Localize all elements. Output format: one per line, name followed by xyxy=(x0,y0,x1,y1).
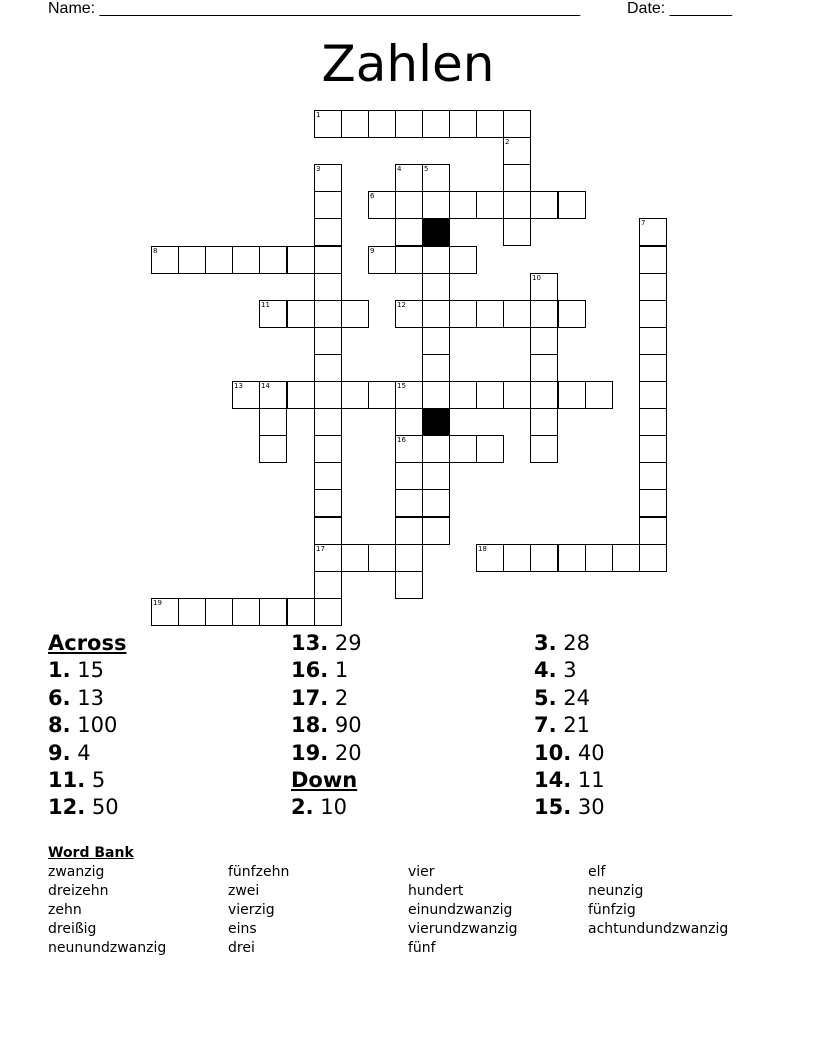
crossword-cell[interactable] xyxy=(395,462,423,490)
crossword-cell[interactable] xyxy=(422,273,450,301)
clue-column-3 xyxy=(534,630,605,822)
crossword-cell[interactable] xyxy=(395,110,423,138)
crossword-cell[interactable] xyxy=(178,246,206,274)
crossword-cell[interactable] xyxy=(314,489,342,517)
crossword-cell[interactable] xyxy=(314,327,342,355)
crossword-cell[interactable] xyxy=(395,246,423,274)
crossword-cell[interactable] xyxy=(530,408,558,436)
crossword-cell[interactable] xyxy=(395,300,423,328)
clue-across-9: 9. 4 xyxy=(48,740,91,765)
word-bank-item: neunzig xyxy=(588,883,644,899)
crossword-cell[interactable] xyxy=(395,544,423,572)
clue-column-1 xyxy=(48,630,126,822)
crossword-cell[interactable] xyxy=(205,246,233,274)
word-bank-item: elf xyxy=(588,864,606,880)
word-bank-item: einundzwanzig xyxy=(408,902,513,918)
crossword-cell[interactable] xyxy=(530,191,558,219)
crossword-cell[interactable] xyxy=(368,544,396,572)
crossword-cell[interactable] xyxy=(585,544,613,572)
crossword-cell[interactable] xyxy=(449,300,477,328)
word-bank-item: zwei xyxy=(228,883,260,899)
word-bank-item: eins xyxy=(228,921,257,937)
crossword-cell[interactable] xyxy=(422,110,450,138)
crossword-cell[interactable] xyxy=(639,408,667,436)
crossword-cell[interactable] xyxy=(639,544,667,572)
crossword-cell[interactable] xyxy=(476,544,504,572)
cell-number: 4 xyxy=(397,165,402,173)
crossword-cell[interactable] xyxy=(476,435,504,463)
clue-down-14: 14. 11 xyxy=(534,768,605,793)
crossword-cell[interactable] xyxy=(232,246,260,274)
crossword-cell[interactable] xyxy=(422,462,450,490)
crossword-cell[interactable] xyxy=(341,381,369,409)
crossword-cell[interactable] xyxy=(368,110,396,138)
cell-number: 9 xyxy=(370,247,375,255)
crossword-cell[interactable] xyxy=(395,218,423,246)
word-bank-column-4 xyxy=(588,863,728,939)
crossword-cell[interactable] xyxy=(314,164,342,192)
crossword-cell[interactable] xyxy=(639,246,667,274)
clue-across-19: 19. 20 xyxy=(291,740,362,765)
name-field-label: Name: ______________________________________________________ xyxy=(48,0,581,17)
cell-number: 11 xyxy=(261,301,270,309)
crossword-cell[interactable] xyxy=(422,246,450,274)
cell-number: 17 xyxy=(316,545,325,553)
word-bank-item: fünf xyxy=(408,940,436,956)
crossword-cell[interactable] xyxy=(178,598,206,626)
crossword-cell[interactable] xyxy=(530,544,558,572)
crossword-cell[interactable] xyxy=(558,544,586,572)
crossword-cell[interactable] xyxy=(314,544,342,572)
crossword-cell[interactable] xyxy=(314,300,342,328)
crossword-cell[interactable] xyxy=(612,544,640,572)
crossword-cell[interactable] xyxy=(151,598,179,626)
crossword-cell[interactable] xyxy=(368,246,396,274)
word-bank-item: vierundzwanzig xyxy=(408,921,518,937)
cell-number: 6 xyxy=(370,192,375,200)
crossword-cell[interactable] xyxy=(558,191,586,219)
cell-number: 2 xyxy=(505,138,510,146)
crossword-cell[interactable] xyxy=(530,273,558,301)
cell-number: 10 xyxy=(532,274,541,282)
crossword-cell[interactable] xyxy=(449,435,477,463)
crossword-cell[interactable] xyxy=(449,246,477,274)
crossword-cell[interactable] xyxy=(449,110,477,138)
crossword-block-cell xyxy=(422,218,450,246)
crossword-cell[interactable] xyxy=(503,191,531,219)
crossword-cell[interactable] xyxy=(639,327,667,355)
crossword-cell[interactable] xyxy=(314,517,342,545)
crossword-cell[interactable] xyxy=(314,571,342,599)
clue-down-5: 5. 24 xyxy=(534,685,591,710)
crossword-cell[interactable] xyxy=(314,218,342,246)
crossword-cell[interactable] xyxy=(558,381,586,409)
crossword-cell[interactable] xyxy=(287,598,315,626)
crossword-cell[interactable] xyxy=(368,191,396,219)
cell-number: 5 xyxy=(424,165,429,173)
clue-down-15: 15. 30 xyxy=(534,795,605,820)
crossword-cell[interactable] xyxy=(259,246,287,274)
crossword-cell[interactable] xyxy=(503,137,531,165)
crossword-cell[interactable] xyxy=(341,544,369,572)
crossword-cell[interactable] xyxy=(503,164,531,192)
crossword-cell[interactable] xyxy=(314,381,342,409)
crossword-cell[interactable] xyxy=(558,300,586,328)
cell-number: 8 xyxy=(153,247,158,255)
crossword-cell[interactable] xyxy=(314,273,342,301)
word-bank-item: zwanzig xyxy=(48,864,105,880)
crossword-cell[interactable] xyxy=(476,300,504,328)
clue-across-16: 16. 1 xyxy=(291,658,349,683)
crossword-cell[interactable] xyxy=(639,218,667,246)
cell-number: 13 xyxy=(234,382,243,390)
word-bank-item: fünfzehn xyxy=(228,864,290,880)
crossword-cell[interactable] xyxy=(639,462,667,490)
crossword-cell[interactable] xyxy=(232,381,260,409)
crossword-cell[interactable] xyxy=(287,246,315,274)
word-bank-column-1 xyxy=(48,863,166,958)
crossword-cell[interactable] xyxy=(503,110,531,138)
crossword-cell[interactable] xyxy=(530,435,558,463)
crossword-cell[interactable] xyxy=(314,246,342,274)
crossword-cell[interactable] xyxy=(395,381,423,409)
clue-across-12: 12. 50 xyxy=(48,795,119,820)
crossword-cell[interactable] xyxy=(422,300,450,328)
clue-across-1: 1. 15 xyxy=(48,658,105,683)
crossword-cell[interactable] xyxy=(395,571,423,599)
crossword-cell[interactable] xyxy=(395,408,423,436)
crossword-cell[interactable] xyxy=(503,544,531,572)
crossword-cell[interactable] xyxy=(639,300,667,328)
word-bank-item: fünfzig xyxy=(588,902,636,918)
crossword-cell[interactable] xyxy=(422,164,450,192)
crossword-cell[interactable] xyxy=(395,191,423,219)
down-heading: Down xyxy=(291,768,358,793)
crossword-cell[interactable] xyxy=(639,489,667,517)
crossword-cell[interactable] xyxy=(585,381,613,409)
cell-number: 12 xyxy=(397,301,406,309)
crossword-cell[interactable] xyxy=(314,110,342,138)
crossword-cell[interactable] xyxy=(287,300,315,328)
cell-number: 3 xyxy=(316,165,321,173)
cell-number: 1 xyxy=(316,111,321,119)
crossword-cell[interactable] xyxy=(341,110,369,138)
crossword-cell[interactable] xyxy=(639,273,667,301)
crossword-cell[interactable] xyxy=(422,354,450,382)
crossword-cell[interactable] xyxy=(395,489,423,517)
crossword-block-cell xyxy=(422,408,450,436)
date-field-label: Date: _______ xyxy=(627,0,732,17)
crossword-cell[interactable] xyxy=(259,381,287,409)
crossword-cell[interactable] xyxy=(232,598,260,626)
crossword-cell[interactable] xyxy=(639,381,667,409)
cell-number: 19 xyxy=(153,599,162,607)
word-bank-item: neunundzwanzig xyxy=(48,940,167,956)
word-bank-item: dreizehn xyxy=(48,883,109,899)
crossword-cell[interactable] xyxy=(368,381,396,409)
clue-down-2: 2. 10 xyxy=(291,795,348,820)
crossword-cell[interactable] xyxy=(259,300,287,328)
crossword-cell[interactable] xyxy=(530,300,558,328)
word-bank-item: dreißig xyxy=(48,921,97,937)
crossword-cell[interactable] xyxy=(476,110,504,138)
clue-column-2 xyxy=(291,630,362,822)
crossword-cell[interactable] xyxy=(259,408,287,436)
crossword-cell[interactable] xyxy=(314,462,342,490)
word-bank-item: drei xyxy=(228,940,255,956)
word-bank-item: hundert xyxy=(408,883,464,899)
clue-across-18: 18. 90 xyxy=(291,713,362,738)
crossword-cell[interactable] xyxy=(476,381,504,409)
clue-down-10: 10. 40 xyxy=(534,740,605,765)
word-bank-column-3 xyxy=(408,863,518,958)
crossword-cell[interactable] xyxy=(422,489,450,517)
across-heading: Across xyxy=(48,631,127,655)
crossword-cell[interactable] xyxy=(259,598,287,626)
cell-number: 15 xyxy=(397,382,406,390)
crossword-cell[interactable] xyxy=(503,381,531,409)
cell-number: 18 xyxy=(478,545,487,553)
cell-number: 14 xyxy=(261,382,270,390)
puzzle-title: Zahlen xyxy=(321,35,495,93)
crossword-cell[interactable] xyxy=(341,300,369,328)
clue-across-13: 13. 29 xyxy=(291,631,362,655)
crossword-cell[interactable] xyxy=(395,435,423,463)
crossword-cell[interactable] xyxy=(449,381,477,409)
cell-number: 16 xyxy=(397,436,406,444)
clue-down-4: 4. 3 xyxy=(534,658,577,683)
crossword-cell[interactable] xyxy=(422,327,450,355)
word-bank-item: vier xyxy=(408,864,435,880)
crossword-cell[interactable] xyxy=(449,191,477,219)
crossword-cell[interactable] xyxy=(503,300,531,328)
clue-across-8: 8. 100 xyxy=(48,713,118,738)
clue-across-11: 11. 5 xyxy=(48,768,106,793)
crossword-cell[interactable] xyxy=(287,381,315,409)
crossword-cell[interactable] xyxy=(205,598,233,626)
crossword-cell[interactable] xyxy=(422,435,450,463)
crossword-cell[interactable] xyxy=(476,191,504,219)
crossword-cell[interactable] xyxy=(639,435,667,463)
crossword-cell[interactable] xyxy=(530,354,558,382)
crossword-cell[interactable] xyxy=(422,517,450,545)
word-bank-item: vierzig xyxy=(228,902,275,918)
clue-down-7: 7. 21 xyxy=(534,713,591,738)
crossword-cell[interactable] xyxy=(639,354,667,382)
crossword-cell[interactable] xyxy=(422,191,450,219)
clue-down-3: 3. 28 xyxy=(534,631,591,655)
word-bank-column-2 xyxy=(228,863,289,958)
cell-number: 7 xyxy=(641,219,646,227)
crossword-cell[interactable] xyxy=(503,218,531,246)
clue-across-17: 17. 2 xyxy=(291,685,349,710)
crossword-cell[interactable] xyxy=(530,381,558,409)
crossword-cell[interactable] xyxy=(639,517,667,545)
clue-across-6: 6. 13 xyxy=(48,685,105,710)
word-bank-item: achtundundzwanzig xyxy=(588,921,729,937)
crossword-cell[interactable] xyxy=(422,381,450,409)
crossword-cell[interactable] xyxy=(314,435,342,463)
crossword-cell[interactable] xyxy=(259,435,287,463)
crossword-cell[interactable] xyxy=(314,191,342,219)
crossword-cell[interactable] xyxy=(395,517,423,545)
word-bank-item: zehn xyxy=(48,902,82,918)
crossword-cell[interactable] xyxy=(314,598,342,626)
crossword-cell[interactable] xyxy=(314,354,342,382)
word-bank-title: Word Bank xyxy=(48,845,134,861)
crossword-cell[interactable] xyxy=(395,164,423,192)
crossword-cell[interactable] xyxy=(151,246,179,274)
crossword-cell[interactable] xyxy=(314,408,342,436)
crossword-cell[interactable] xyxy=(530,327,558,355)
